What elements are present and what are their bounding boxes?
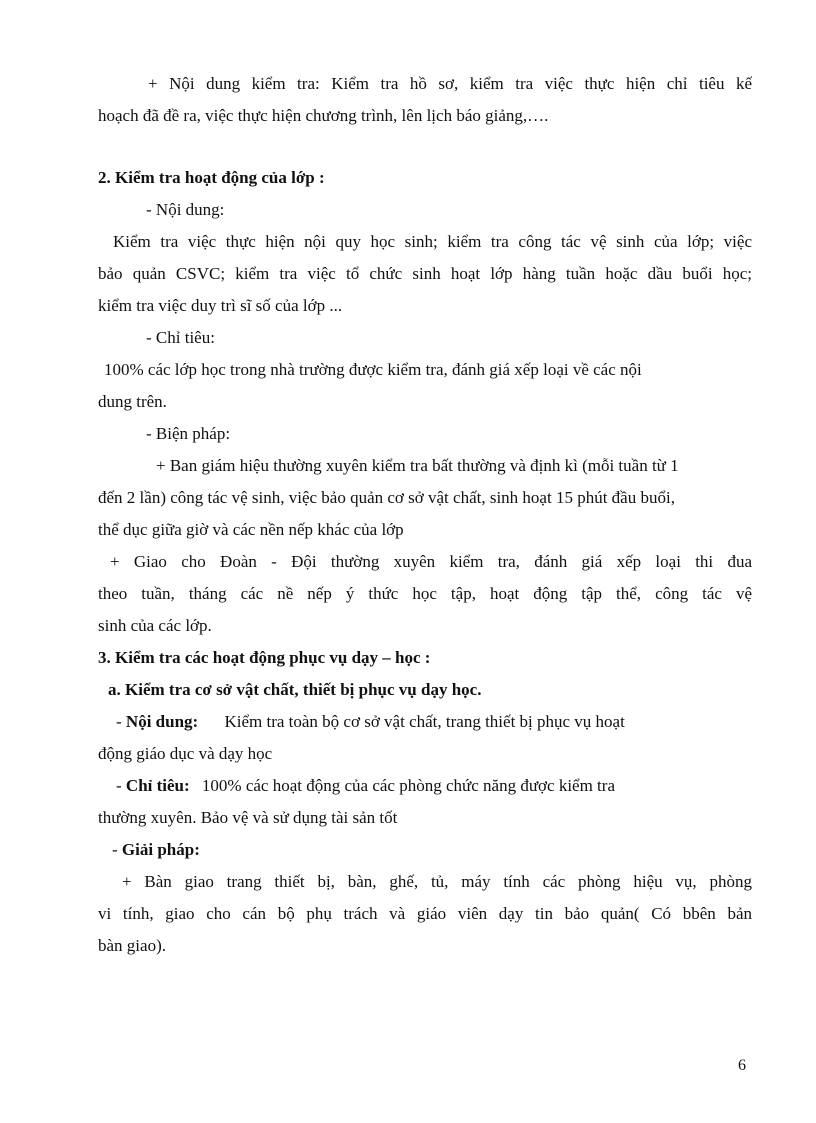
page-number: 6 (738, 1057, 746, 1074)
spacer (98, 132, 752, 162)
paragraph-line: + Ban giám hiệu thường xuyên kiểm tra bất thường và định kì (mỗi tuần từ 1 (156, 456, 679, 475)
paragraph-line: thể dục giữa giờ và các nền nếp khác của lớp (98, 520, 404, 539)
dash: - (116, 712, 122, 731)
paragraph-line: vi tính, giao cho cán bộ phụ trách và giáo viên dạy tin bảo quản( Có bbên bản (98, 904, 752, 923)
section-heading-2: 2. Kiểm tra hoạt động của lớp : (98, 168, 325, 187)
paragraph-line: động giáo dục và dạy học (98, 744, 273, 763)
target-row (98, 770, 752, 802)
paragraph-line: Kiểm tra việc thực hiện nội quy học sinh; kiểm tra công tác vệ sinh của lớp; việc (113, 232, 752, 251)
solution-row (98, 834, 752, 866)
paragraph-line: bảo quản CSVC; kiểm tra việc tổ chức sinh hoạt lớp hàng tuần hoặc dầu buổi học; (98, 264, 752, 283)
subsection-heading-a: a. Kiểm tra cơ sở vật chất, thiết bị phục vụ dạy học. (108, 680, 482, 699)
paragraph-line: + Bàn giao trang thiết bị, bàn, ghế, tủ, máy tính các phòng hiệu vụ, phòng (122, 872, 752, 891)
content-label: - Nội dung: (146, 200, 225, 219)
measure-label: - Biện pháp: (146, 424, 231, 443)
target-text: 100% các hoạt động của các phòng chức năng được kiểm tra (201, 776, 615, 795)
paragraph-line: sinh của các lớp. (98, 616, 212, 635)
paragraph-line: 100% các lớp học trong nhà trường được kiểm tra, đánh giá xếp loại về các nội (104, 360, 642, 379)
paragraph-line: + Nội dung kiểm tra: Kiểm tra hồ sơ, kiểm tra việc thực hiện chỉ tiêu kế (148, 74, 752, 93)
paragraph-line: dung trên. (98, 392, 167, 411)
target-label: Chỉ tiêu: (125, 776, 190, 795)
content-text: Kiểm tra toàn bộ cơ sở vật chất, trang thiết bị phục vụ hoạt (224, 712, 625, 731)
content-label: Nội dung: (125, 712, 199, 731)
paragraph-line: bàn giao). (98, 936, 166, 955)
paragraph-line: kiểm tra việc duy trì sĩ số của lớp ... (98, 296, 343, 315)
paragraph-line: + Giao cho Đoàn - Đội thường xuyên kiểm tra, đánh giá xếp loại thi đua (110, 552, 752, 571)
paragraph-line: theo tuần, tháng các nề nếp ý thức học tập, hoạt động tập thể, công tác vệ (98, 584, 752, 603)
paragraph-line: thường xuyên. Bảo vệ và sử dụng tài sản tốt (98, 808, 398, 827)
solution-label: Giải pháp: (121, 840, 200, 859)
dash: - (112, 840, 118, 859)
section-heading-3: 3. Kiểm tra các hoạt động phục vụ dạy – học : (98, 648, 431, 667)
paragraph-line: đến 2 lần) công tác vệ sinh, việc bảo quản cơ sở vật chất, sinh hoạt 15 phút đầu buổi, (98, 488, 675, 507)
document-body (98, 68, 752, 962)
target-label: - Chỉ tiêu: (146, 328, 215, 347)
paragraph-line: hoạch đã đề ra, việc thực hiện chương trình, lên lịch báo giảng,…. (98, 106, 549, 125)
dash: - (116, 776, 122, 795)
content-row (98, 706, 752, 738)
